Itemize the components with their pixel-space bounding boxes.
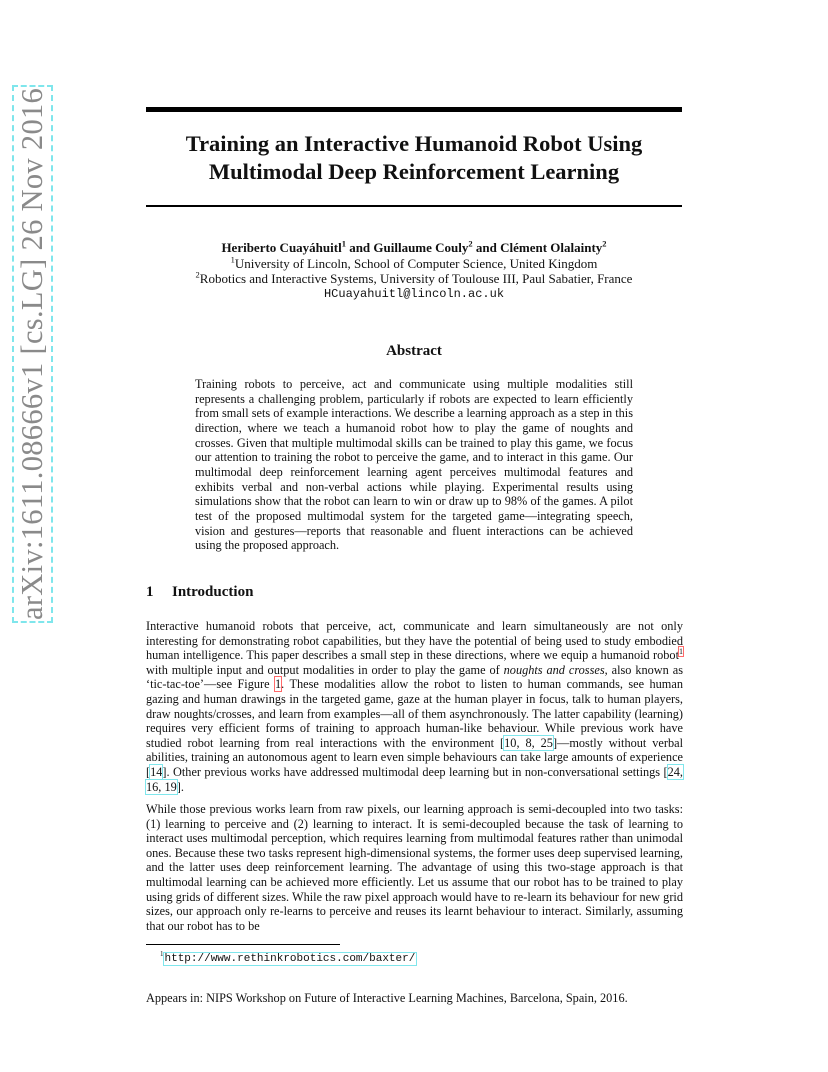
- section-heading: [146, 584, 253, 601]
- title-line-2: Multimodal Deep Reinforcement Learning: [208, 159, 620, 184]
- footnote-url-link[interactable]: http://www.rethinkrobotics.com/baxter/: [164, 952, 416, 965]
- para1-text-5: ]—mostly without verbal abilities, training an autonomous agent to learn even simple behaviours can take large amounts of experience [: [146, 735, 684, 779]
- citation-link-3[interactable]: 24, 16, 19: [146, 764, 683, 794]
- abstract-heading: Abstract: [386, 343, 442, 359]
- para1-text-2: with multiple input and output modalities in order to play the game of: [146, 662, 504, 677]
- author-names: [146, 240, 682, 256]
- para1-text-1: Interactive humanoid robots that perceive, act, communicate and learn simultaneously are not only interesting for demonstrating robot capabilities, but they have the potential of being used to study embodied human intelligence. This paper describes a small step in these directions, where we equip a humanoid robot: [146, 619, 683, 663]
- affiliation-1: [146, 256, 682, 272]
- arxiv-stamp[interactable]: arXiv:1611.08666v1 [cs.LG] 26 Nov 2016: [15, 87, 49, 620]
- para1-italic: noughts and crosses: [503, 662, 605, 677]
- affiliation-2-mark: 2: [195, 269, 200, 280]
- section-number: 1: [146, 584, 154, 600]
- title-line-1: Training an Interactive Humanoid Robot Using: [185, 131, 643, 156]
- title-top-rule: [146, 107, 682, 112]
- para1-text-4: . These modalities allow the robot to listen to human commands, see human gazing and human drawings in the targeted game, gaze at the human player in focus, talk to human players, draw noughts/crosses, and learn from examples—all of them asynchronously. The latter capability (learning) requires very efficient forms of training to approach human-like behaviour. While previous work have studied robot learning from real interactions with the environment [: [146, 677, 683, 750]
- footnote-link-1[interactable]: 1: [679, 647, 683, 657]
- footnote: [160, 950, 416, 965]
- footnote-mark: 1: [160, 950, 164, 958]
- para1-text-6: ]. Other previous works have addressed multimodal deep learning but in non-conversational settings [: [162, 764, 668, 779]
- section-title: Introduction: [172, 584, 254, 600]
- affiliation-1-mark: 1: [230, 254, 235, 265]
- intro-paragraph-2: While those previous works learn from raw pixels, our learning approach is semi-decoupled into two tasks: (1) learning to perceive and (2) learning to interact. It is semi-decoupled because the task of learning to interact uses multimodal perception, which requires learning from multimodal features rather than unimodal ones. Because these two tasks represent high-dimensional systems, the former uses deep supervised learning, and the latter uses deep reinforcement learning. The advantage of using this two-stage approach is that multimodal learning can be achieved more efficiently. Let us assume that our robot has to be trained to play using grids of different sizes. While the raw pixel approach would have to re-learn its behaviour for new grid sizes, our approach only re-learns to perceive and reuses its learnt behaviour to interact. Similarly, assuming that our robot has to be: [146, 802, 683, 933]
- abstract-text: Training robots to perceive, act and communicate using multiple modalities still represents a challenging problem, particularly if robots are expected to learn efficiently from small sets of example interactions. We describe a learning approach as a step in this direction, where we teach a humanoid robot how to play the game of noughts and crosses. Given that multiple multimodal skills can be trained to play this game, we focus our attention to training the robot to perceive the game, and to interact in this game. Our multimodal deep reinforcement learning agent perceives multimodal features and exhibits verbal and non-verbal actions while playing. Experimental results using simulations show that the robot can learn to win or draw up to 98% of the games. A pilot test of the proposed multimodal system for the targeted game—integrating speech, vision and gestures—reports that reasonable and fluent interactions can be achieved using the proposed approach.: [195, 377, 633, 553]
- author-email: HCuayahuitl@lincoln.ac.uk: [323, 286, 505, 301]
- intro-paragraph-1: [146, 619, 683, 794]
- affiliation-1-text: University of Lincoln, School of Computer Science, United Kingdom: [234, 255, 598, 271]
- para1-text-3: , also known as ‘tic-tac-toe’—see Figure: [146, 662, 683, 692]
- figure-link-1[interactable]: 1: [275, 677, 282, 692]
- author-1-affil: 1: [341, 238, 346, 249]
- venue-note: Appears in: NIPS Workshop on Future of Interactive Learning Machines, Barcelona, Spain, 2016.: [146, 991, 628, 1005]
- affiliation-2: [146, 271, 682, 287]
- author-2-affil: 2: [468, 238, 473, 249]
- author-3: and Clément Olalainty: [472, 240, 603, 255]
- title-bottom-rule: [146, 205, 682, 207]
- citation-link-2[interactable]: 14: [150, 764, 163, 779]
- para1-text-7: ].: [176, 779, 184, 794]
- author-1: Heriberto Cuayáhuitl: [221, 240, 342, 255]
- footnote-rule: [146, 944, 340, 945]
- citation-link-1[interactable]: 10, 8, 25: [504, 735, 553, 750]
- paper-title: [146, 130, 682, 186]
- author-2: and Guillaume Couly: [345, 240, 469, 255]
- affiliation-2-text: Robotics and Interactive Systems, University of Toulouse III, Paul Sabatier, France: [199, 271, 633, 286]
- author-3-affil: 2: [602, 238, 607, 249]
- author-block: [146, 240, 682, 302]
